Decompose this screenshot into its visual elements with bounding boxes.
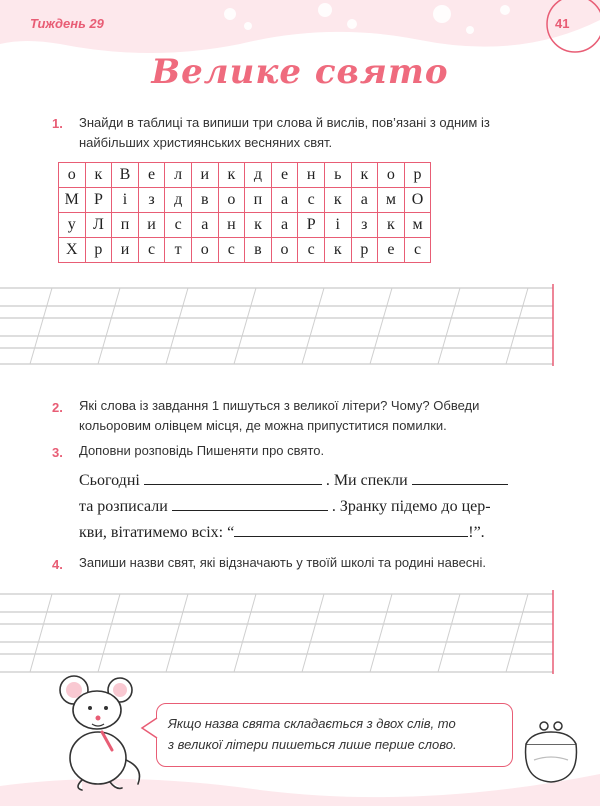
grid-row bbox=[59, 213, 431, 238]
grid-cell[interactable]: р bbox=[404, 163, 431, 188]
grid-row bbox=[59, 163, 431, 188]
grid-cell[interactable]: Р bbox=[298, 213, 325, 238]
grid-cell[interactable]: п bbox=[245, 188, 272, 213]
tip-line-1: Якщо назва свята складається з двох слів, то bbox=[168, 716, 456, 731]
story-segment-3: та розписали bbox=[79, 498, 168, 515]
grid-cell[interactable]: О bbox=[404, 188, 431, 213]
grid-cell[interactable]: р bbox=[351, 238, 378, 263]
grid-cell[interactable]: д bbox=[165, 188, 192, 213]
grid-cell[interactable]: в bbox=[191, 188, 218, 213]
grid-cell[interactable]: л bbox=[165, 163, 192, 188]
grid-cell[interactable]: е bbox=[271, 163, 298, 188]
handwriting-lines-1[interactable] bbox=[0, 284, 600, 366]
grid-cell[interactable]: а bbox=[351, 188, 378, 213]
grid-cell[interactable]: з bbox=[351, 213, 378, 238]
grid-cell[interactable]: и bbox=[112, 238, 139, 263]
grid-cell[interactable]: к bbox=[324, 238, 351, 263]
task-4-line-1: Запиши назви свят, які відзначають у твоїй школі та родині навесні. bbox=[79, 555, 486, 570]
grid-cell[interactable]: к bbox=[245, 213, 272, 238]
grid-cell[interactable]: В bbox=[112, 163, 139, 188]
page-number: 41 bbox=[555, 16, 570, 31]
task-2-number: 2. bbox=[52, 400, 63, 415]
grid-cell[interactable]: с bbox=[138, 238, 165, 263]
grid-cell[interactable]: і bbox=[324, 213, 351, 238]
task-4-text bbox=[79, 553, 486, 573]
grid-cell[interactable]: ь bbox=[324, 163, 351, 188]
grid-cell[interactable]: в bbox=[245, 238, 272, 263]
grid-cell[interactable]: к bbox=[218, 163, 245, 188]
mouse-illustration bbox=[52, 672, 152, 792]
task-4-number: 4. bbox=[52, 557, 63, 572]
story-segment-4: . Зранку підемо до цер- bbox=[331, 498, 491, 515]
week-label: Тиждень 29 bbox=[30, 16, 104, 31]
grid-cell[interactable]: р bbox=[85, 238, 112, 263]
coin-purse-icon bbox=[518, 714, 584, 786]
task-1-text bbox=[79, 113, 490, 153]
grid-cell[interactable]: і bbox=[112, 188, 139, 213]
grid-cell[interactable]: о bbox=[218, 188, 245, 213]
grid-cell[interactable]: М bbox=[59, 188, 86, 213]
task-1-number: 1. bbox=[52, 116, 63, 131]
task-2-line-1: Які слова із завдання 1 пишуться з великої літери? Чому? Обведи bbox=[79, 398, 480, 413]
grid-cell[interactable]: с bbox=[165, 213, 192, 238]
grid-cell[interactable]: м bbox=[378, 188, 405, 213]
grid-cell[interactable]: к bbox=[85, 163, 112, 188]
page-title: Велике свято bbox=[151, 52, 449, 92]
grid-cell[interactable]: с bbox=[298, 238, 325, 263]
grid-cell[interactable]: к bbox=[351, 163, 378, 188]
grid-cell[interactable]: н bbox=[218, 213, 245, 238]
story-line-2 bbox=[79, 496, 491, 516]
story-segment-1: Сьогодні bbox=[79, 472, 140, 489]
grid-cell[interactable]: с bbox=[298, 188, 325, 213]
task-1-line-1: Знайди в таблиці та випиши три слова й вислів, пов’язані з одним із bbox=[79, 115, 490, 130]
grid-cell[interactable]: и bbox=[191, 163, 218, 188]
story-blank-1[interactable] bbox=[144, 470, 322, 485]
story-segment-2: . Ми спекли bbox=[325, 472, 408, 489]
tip-line-2: з великої літери пишеться лише перше слово. bbox=[168, 737, 457, 752]
handwriting-lines-2[interactable] bbox=[0, 590, 600, 674]
task-3-number: 3. bbox=[52, 445, 63, 460]
story-segment-6: !”. bbox=[468, 524, 485, 541]
grid-cell[interactable]: с bbox=[404, 238, 431, 263]
grid-cell[interactable]: Х bbox=[59, 238, 86, 263]
story-blank-4[interactable] bbox=[234, 522, 468, 537]
grid-cell[interactable]: о bbox=[191, 238, 218, 263]
grid-cell[interactable]: о bbox=[378, 163, 405, 188]
story-line-3 bbox=[79, 522, 485, 542]
grid-cell[interactable]: м bbox=[404, 213, 431, 238]
grid-cell[interactable]: и bbox=[138, 213, 165, 238]
grid-cell[interactable]: к bbox=[324, 188, 351, 213]
grid-cell[interactable]: Л bbox=[85, 213, 112, 238]
grid-cell[interactable]: а bbox=[271, 188, 298, 213]
grid-cell[interactable]: у bbox=[59, 213, 86, 238]
grid-cell[interactable]: е bbox=[138, 163, 165, 188]
story-blank-3[interactable] bbox=[172, 496, 328, 511]
tip-text bbox=[168, 713, 508, 755]
grid-cell[interactable]: е bbox=[378, 238, 405, 263]
grid-row bbox=[59, 188, 431, 213]
grid-cell[interactable]: а bbox=[271, 213, 298, 238]
grid-cell[interactable]: н bbox=[298, 163, 325, 188]
task-2-line-2: кольоровим олівцем місця, де можна припуститися помилки. bbox=[79, 418, 447, 433]
grid-cell[interactable]: Р bbox=[85, 188, 112, 213]
tip-pointer bbox=[140, 716, 160, 740]
grid-cell[interactable]: о bbox=[271, 238, 298, 263]
grid-cell[interactable]: а bbox=[191, 213, 218, 238]
task-2-text bbox=[79, 396, 479, 436]
task-1-line-2: найбільших християнських весняних свят. bbox=[79, 135, 333, 150]
grid-cell[interactable]: д bbox=[245, 163, 272, 188]
story-blank-2[interactable] bbox=[412, 470, 508, 485]
task-3-line-1: Доповни розповідь Пишеняти про свято. bbox=[79, 443, 325, 458]
grid-cell[interactable]: п bbox=[112, 213, 139, 238]
grid-row bbox=[59, 238, 431, 263]
grid-cell[interactable]: о bbox=[59, 163, 86, 188]
grid-cell[interactable]: с bbox=[218, 238, 245, 263]
story-segment-5: кви, вітатимемо всіх: “ bbox=[79, 524, 235, 541]
grid-cell[interactable]: к bbox=[378, 213, 405, 238]
grid-cell[interactable]: з bbox=[138, 188, 165, 213]
grid-cell[interactable]: т bbox=[165, 238, 192, 263]
task-3-text bbox=[79, 441, 324, 461]
story-line-1 bbox=[79, 470, 508, 490]
letter-grid bbox=[58, 162, 431, 263]
